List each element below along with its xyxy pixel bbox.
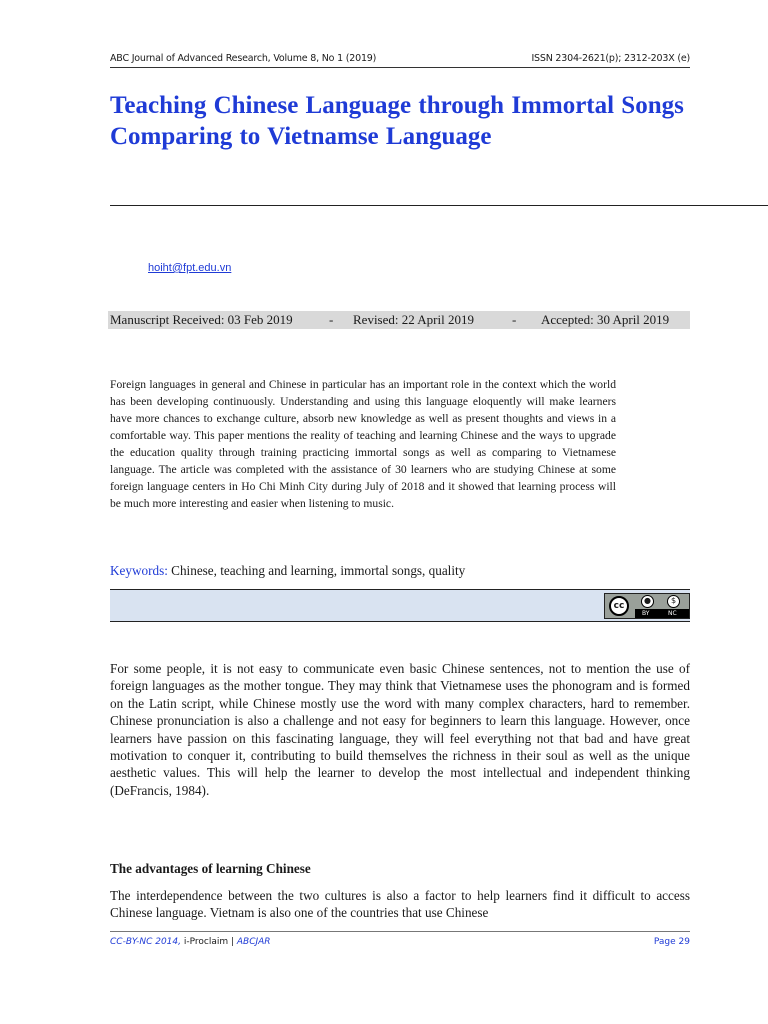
noncommercial-icon: $	[667, 595, 680, 608]
keywords	[110, 562, 465, 580]
abstract: Foreign languages in general and Chinese in particular has an important role in the context which the world has been developing continuously. Understanding and using this language eloquently will make learners have more chances to exchange culture, absorb new knowledge as well as present thoughts and views in a comfortable way. This paper mentions the reality of teaching and learning Chinese and the ways to upgrade the education quality through training practicing immortal songs as well as comparing to Vietnamese language. The article was completed with the assistance of 30 learners who are studying Chinese at some foreign language centers in Ho Chi Minh City during July of 2018 and it showed that learning process will be much more interesting and easier when listening to music.	[110, 378, 616, 510]
section-heading: The advantages of learning Chinese	[110, 861, 311, 876]
keywords-label: Keywords:	[110, 563, 168, 578]
issn: ISSN 2304-2621(p); 2312-203X (e)	[531, 53, 690, 64]
by-label: BY	[642, 610, 650, 617]
accepted-date: Accepted: 30 April 2019	[541, 312, 670, 327]
page-footer	[110, 931, 690, 948]
manuscript-dates	[108, 311, 690, 329]
date-separator: -	[512, 312, 517, 327]
nc-label: NC	[668, 610, 677, 617]
creative-commons-icon: cc	[609, 596, 629, 616]
paper-title: Teaching Chinese Language through Immortal Songs Comparing to Vietnamse Language	[110, 92, 684, 150]
keywords-value: Chinese, teaching and learning, immortal songs, quality	[171, 563, 466, 578]
footer-journal-abbr: ABCJAR	[236, 937, 271, 947]
running-header	[110, 53, 690, 68]
footer-license: CC-BY-NC 2014,	[110, 937, 181, 947]
footer-credit	[110, 934, 271, 950]
cc-by-nc-badge[interactable]	[604, 593, 690, 619]
footer-publisher: i-Proclaim |	[180, 937, 237, 947]
page-number: Page 29	[653, 937, 690, 947]
received-date: Manuscript Received: 03 Feb 2019	[110, 312, 293, 327]
attribution-person-icon: ●	[641, 595, 654, 608]
title-divider	[110, 205, 768, 206]
revised-date: Revised: 22 April 2019	[353, 312, 474, 327]
section-paragraph: The interdependence between the two cultures is also a factor to help learners find it difficult to access Chinese language. Vietnam is also one of the countries that use Chinese	[110, 888, 690, 921]
author-email-link[interactable]: hoiht@fpt.edu.vn	[148, 262, 232, 274]
introduction-paragraph: For some people, it is not easy to communicate even basic Chinese sentences, not to mention the use of foreign languages as the mother tongue. They may think that Vietnamese uses the phonogram and is formed on the Latin script, while Chinese mostly use the word with many complex characters, hard to remember. Chinese pronunciation is also a challenge and not easy for beginners to learn this language. However, once learners have passion on this fascinating language, they will feel everything not that bad and have great motivation to conquer it, contributing to build themselves the richness in their soul as well as the unique aesthetic values. This will help the learner to develop the most intellectual and independent thinking (DeFrancis, 1984).	[110, 661, 690, 798]
date-separator: -	[329, 312, 334, 327]
license-bar	[110, 589, 690, 622]
journal-citation: ABC Journal of Advanced Research, Volume 8, No 1 (2019)	[110, 53, 377, 64]
